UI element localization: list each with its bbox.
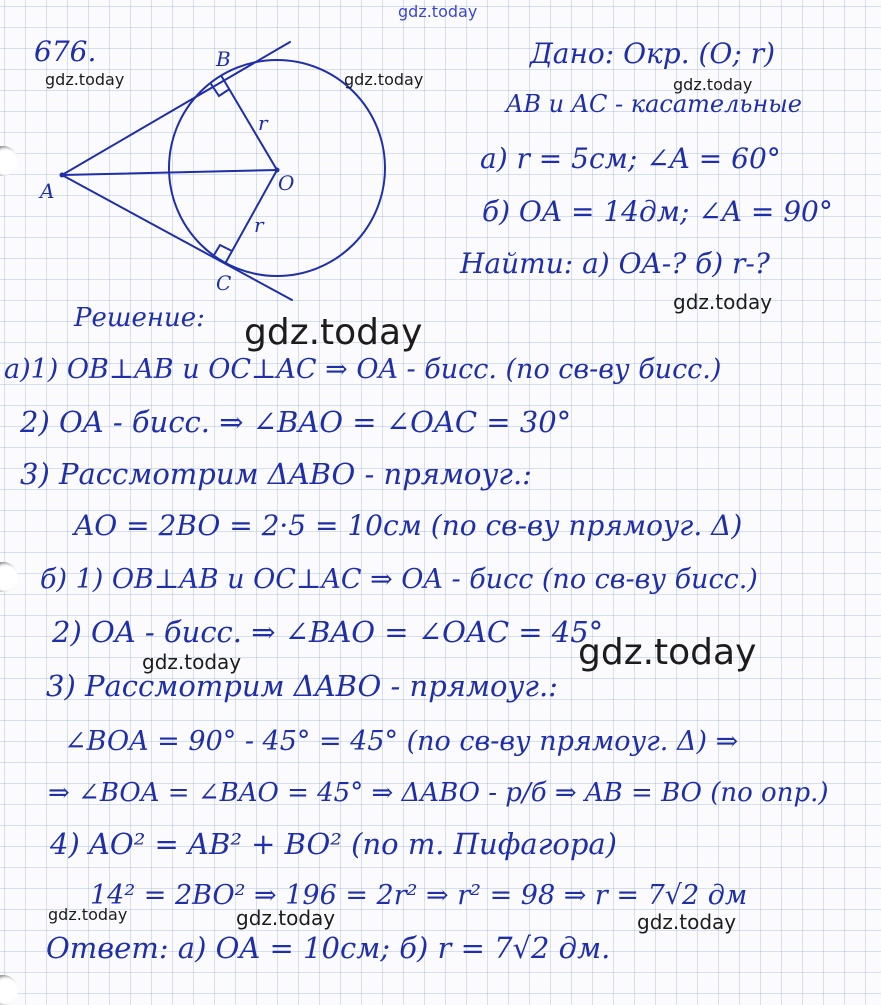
solution-b-step-6: 4) AO² = AB² + BO² (по т. Пифагора): [50, 827, 617, 861]
watermark: gdz.today: [344, 70, 424, 89]
watermark: gdz.today: [578, 632, 757, 673]
solution-a-step-1: а)1) OB⊥AB и OC⊥AC ⇒ OA - бисс. (по св-ву бисс.): [4, 354, 722, 385]
solution-header: Решение:: [74, 303, 205, 333]
watermark: gdz.today: [45, 70, 125, 89]
point-a: [60, 173, 65, 178]
label-a: A: [40, 179, 55, 203]
watermark: gdz.today: [236, 906, 336, 930]
given-line-3: а) r = 5см; ∠A = 60°: [480, 142, 781, 175]
given-line-2: AB и AC - касательные: [506, 90, 803, 118]
solution-b-step-1: б) 1) OB⊥AB и OC⊥AC ⇒ OA - бисс (по св-ву бисс.): [40, 564, 758, 595]
tangent-line-ac: [62, 175, 292, 300]
solution-b-step-4: ∠BOA = 90° - 45° = 45° (по св-ву прямоуг. Δ) ⇒: [64, 726, 739, 757]
solution-a-step-3: 3) Рассмотрим ΔABO - прямоуг.:: [20, 457, 532, 491]
label-radius-oc: r: [254, 213, 264, 237]
solution-a-step-2: 2) OA - бисс. ⇒ ∠BAO = ∠OAC = 30°: [20, 405, 572, 439]
watermark: gdz.today: [244, 312, 423, 353]
solution-b-step-5: ⇒ ∠BOA = ∠BAO = 45° ⇒ ΔABO - р/б ⇒ AB = BO (по опр.): [48, 778, 829, 808]
label-o: O: [278, 171, 295, 195]
right-angle-mark-c: [214, 245, 232, 255]
solution-b-step-3: 3) Рассмотрим ΔABO - прямоуг.:: [46, 669, 558, 703]
solution-b-step-2: 2) OA - бисс. ⇒ ∠BAO = ∠OAC = 45°: [52, 615, 604, 649]
radius-ob: [222, 77, 277, 170]
watermark: gdz.today: [48, 905, 128, 924]
watermark: gdz.today: [142, 650, 242, 674]
label-radius-ob: r: [258, 111, 268, 135]
solution-a-step-4: AO = 2BO = 2·5 = 10см (по св-ву прямоуг. Δ): [74, 509, 743, 542]
problem-number: 676.: [34, 35, 97, 68]
watermark: gdz.today: [673, 290, 773, 314]
watermark-top: gdz.today: [398, 2, 478, 21]
given-line-1: Дано: Окр. (O; r): [530, 37, 776, 70]
label-c: C: [216, 271, 232, 295]
given-line-5: Найти: а) OA-? б) r-?: [460, 247, 770, 280]
watermark: gdz.today: [637, 910, 737, 934]
given-line-4: б) OA = 14дм; ∠A = 90°: [482, 195, 833, 228]
watermark: gdz.today: [673, 75, 753, 94]
label-b: B: [216, 47, 231, 71]
solution-b-step-7: 14² = 2BO² ⇒ 196 = 2r² ⇒ r² = 98 ⇒ r = 7√2 дм: [90, 880, 748, 911]
answer: Ответ: а) OA = 10см; б) r = 7√2 дм.: [46, 931, 611, 965]
radius-oc: [226, 170, 277, 262]
